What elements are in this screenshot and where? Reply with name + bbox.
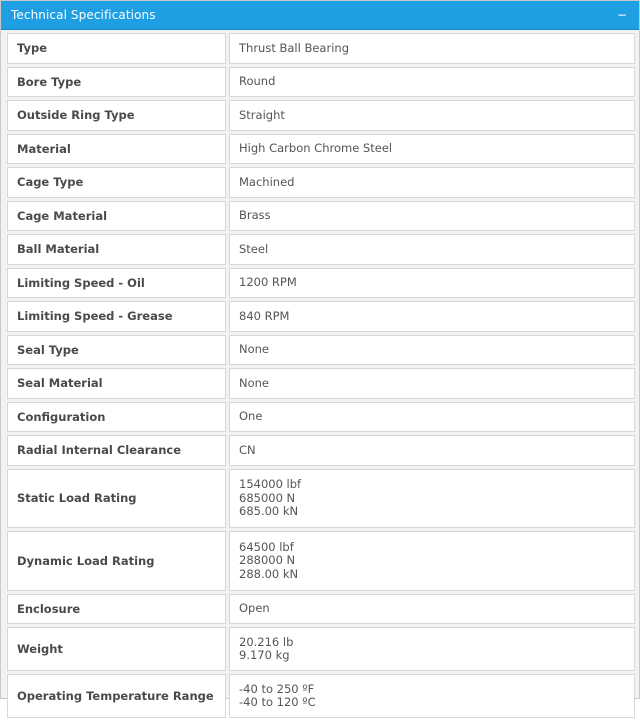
spec-value-line: 288000 N bbox=[239, 553, 296, 567]
spec-value bbox=[229, 167, 635, 198]
spec-label: Cage Material bbox=[7, 201, 226, 232]
spec-value bbox=[229, 134, 635, 165]
spec-value bbox=[229, 469, 635, 529]
spec-value bbox=[229, 268, 635, 299]
spec-label: Outside Ring Type bbox=[7, 100, 226, 131]
spec-label: Seal Type bbox=[7, 335, 226, 366]
spec-value-line: 685000 N bbox=[239, 490, 296, 505]
spec-label: Cage Type bbox=[7, 167, 226, 198]
spec-label: Dynamic Load Rating bbox=[7, 531, 226, 591]
spec-value-line: High Carbon Chrome Steel bbox=[239, 141, 393, 155]
spec-value-line: 154000 lbf bbox=[239, 477, 302, 491]
spec-value-line: Steel bbox=[239, 241, 269, 256]
table-row bbox=[7, 167, 635, 198]
spec-value-line: None bbox=[239, 375, 270, 390]
spec-value bbox=[229, 301, 635, 332]
table-row bbox=[7, 301, 635, 332]
spec-value-line: Open bbox=[239, 601, 270, 615]
table-row bbox=[7, 100, 635, 131]
table-row bbox=[7, 67, 635, 98]
spec-label: Configuration bbox=[7, 402, 226, 433]
spec-label: Type bbox=[7, 33, 226, 64]
spec-value-line: Straight bbox=[239, 107, 285, 122]
spec-value bbox=[229, 531, 635, 591]
table-row bbox=[7, 368, 635, 399]
spec-value bbox=[229, 67, 635, 98]
table-row bbox=[7, 594, 635, 625]
spec-value bbox=[229, 627, 635, 671]
spec-value bbox=[229, 402, 635, 433]
spec-value-line: None bbox=[239, 342, 270, 356]
table-row bbox=[7, 201, 635, 232]
spec-value bbox=[229, 368, 635, 399]
spec-value-line: Thrust Ball Bearing bbox=[239, 40, 349, 55]
spec-value-line: One bbox=[239, 409, 263, 423]
spec-label: Material bbox=[7, 134, 226, 165]
table-row bbox=[7, 335, 635, 366]
spec-label: Seal Material bbox=[7, 368, 226, 399]
table-row bbox=[7, 402, 635, 433]
spec-label: Bore Type bbox=[7, 67, 226, 98]
spec-label: Limiting Speed - Grease bbox=[7, 301, 226, 332]
table-row bbox=[7, 627, 635, 671]
table-row bbox=[7, 234, 635, 265]
spec-label: Operating Temperature Range bbox=[7, 674, 226, 718]
spec-label: Static Load Rating bbox=[7, 469, 226, 529]
spec-label: Radial Internal Clearance bbox=[7, 435, 226, 466]
table-row bbox=[7, 674, 635, 718]
table-row bbox=[7, 134, 635, 165]
specs-table bbox=[7, 33, 635, 721]
spec-value bbox=[229, 201, 635, 232]
table-row bbox=[7, 435, 635, 466]
spec-value-line: 9.170 kg bbox=[239, 648, 290, 662]
spec-value bbox=[229, 435, 635, 466]
table-row bbox=[7, 469, 635, 529]
spec-label: Weight bbox=[7, 627, 226, 671]
spec-label: Limiting Speed - Oil bbox=[7, 268, 226, 299]
spec-value-line: 20.216 lb bbox=[239, 634, 294, 649]
spec-value-line: Brass bbox=[239, 208, 271, 222]
spec-value bbox=[229, 335, 635, 366]
table-row bbox=[7, 268, 635, 299]
spec-value-line: CN bbox=[239, 442, 256, 457]
spec-value bbox=[229, 33, 635, 64]
spec-value bbox=[229, 234, 635, 265]
spec-value-line: Machined bbox=[239, 174, 295, 189]
spec-label: Enclosure bbox=[7, 594, 226, 625]
collapse-icon[interactable]: − bbox=[616, 8, 627, 22]
spec-value-line: 840 RPM bbox=[239, 308, 290, 323]
panel-header[interactable] bbox=[1, 1, 639, 30]
spec-value-line: -40 to 250 ºF bbox=[239, 681, 315, 696]
spec-value-line: -40 to 120 ºC bbox=[239, 695, 316, 709]
spec-value-line: 1200 RPM bbox=[239, 275, 297, 289]
panel-title: Technical Specifications bbox=[11, 8, 156, 22]
spec-value-line: Round bbox=[239, 74, 276, 88]
table-row bbox=[7, 33, 635, 64]
spec-value bbox=[229, 100, 635, 131]
table-row bbox=[7, 531, 635, 591]
spec-value-line: 64500 lbf bbox=[239, 539, 294, 554]
spec-value-line: 685.00 kN bbox=[239, 504, 299, 518]
spec-value-line: 288.00 kN bbox=[239, 566, 299, 581]
spec-value bbox=[229, 674, 635, 718]
spec-label: Ball Material bbox=[7, 234, 226, 265]
spec-value bbox=[229, 594, 635, 625]
